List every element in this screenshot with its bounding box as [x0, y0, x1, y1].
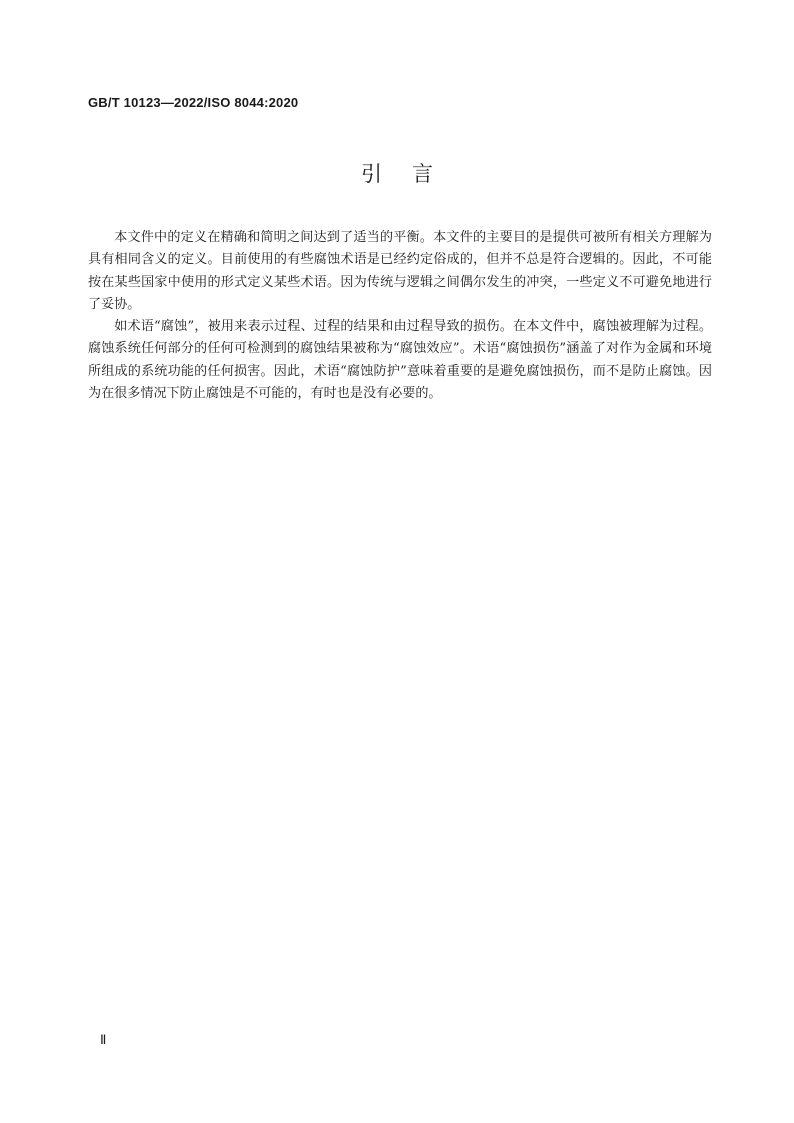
standard-code-header: GB/T 10123—2022/ISO 8044:2020: [88, 95, 299, 110]
paragraph: 本文件中的定义在精确和简明之间达到了适当的平衡。本文件的主要目的是提供可被所有相关方理解为具有相同含义的定义。目前使用的有些腐蚀术语是已经约定俗成的，但并不总是符合逻辑的。因此，不可能按在某些国家中使用的形式定义某些术语。因为传统与逻辑之间偶尔发生的冲突，一些定义不可避免地进行了妥协。: [88, 230, 712, 312]
section-title: 引言: [361, 162, 463, 186]
body-text: [88, 227, 712, 405]
paragraph: 如术语“腐蚀”，被用来表示过程、过程的结果和由过程导致的损伤。在本文件中，腐蚀被理解为过程。腐蚀系统任何部分的任何可检测到的腐蚀结果被称为“腐蚀效应”。术语“腐蚀损伤”涵盖了对作为金属和环境所组成的系统功能的任何损害。因此，术语“腐蚀防护”意味着重要的是避免腐蚀损伤，而不是防止腐蚀。因为在很多情况下防止腐蚀是不可能的，有时也是没有必要的。: [88, 319, 712, 402]
page-number: Ⅱ: [100, 1032, 107, 1047]
